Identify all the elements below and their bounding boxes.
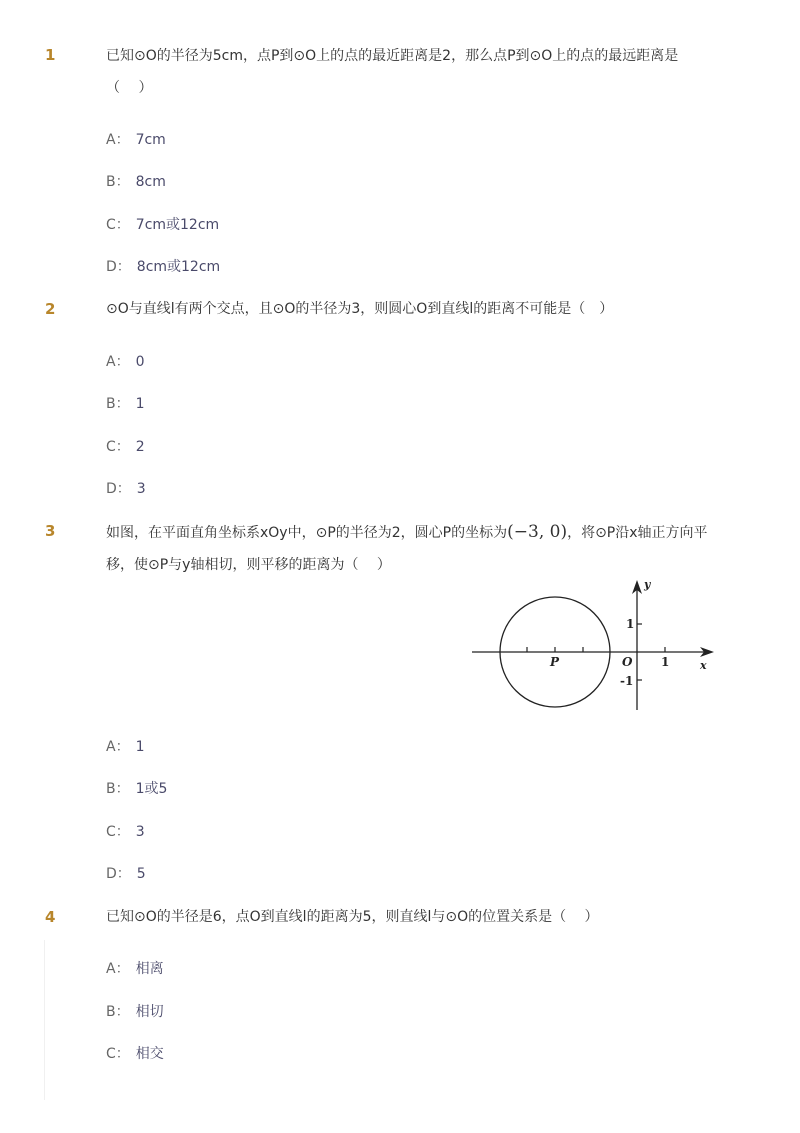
- option-a[interactable]: [106, 352, 145, 372]
- option-d[interactable]: [106, 864, 146, 884]
- option-c[interactable]: [106, 437, 145, 457]
- option-b[interactable]: [106, 1002, 164, 1022]
- option-letter: C：: [106, 217, 130, 233]
- y-axis-label: y: [644, 578, 651, 591]
- option-letter: B：: [106, 396, 130, 412]
- option-c[interactable]: [106, 1044, 164, 1064]
- option-letter: A：: [106, 354, 130, 370]
- option-letter: A：: [106, 739, 130, 755]
- option-value: 8cm或12cm: [136, 259, 221, 275]
- question-text-line: ⊙O与直线l有两个交点，且⊙O的半径为3，则圆心O到直线l的距离不可能是（ ）: [106, 301, 614, 317]
- coordinate-figure: [468, 576, 718, 716]
- option-a[interactable]: [106, 959, 164, 979]
- y-one-label: 1: [626, 617, 635, 631]
- option-d[interactable]: [106, 479, 146, 499]
- question-number: 2: [45, 300, 56, 318]
- question-text-part: ，将⊙P沿x轴正方向平: [567, 525, 708, 541]
- option-letter: B：: [106, 1004, 130, 1020]
- question-number: 1: [45, 46, 56, 64]
- option-value: 7cm或12cm: [135, 217, 220, 233]
- question-number: 3: [45, 522, 56, 540]
- option-letter: C：: [106, 439, 130, 455]
- question-text-line: 已知⊙O的半径为5cm，点P到⊙O上的点的最近距离是2，那么点P到⊙O上的点的最远距离是: [106, 48, 679, 64]
- option-value: 3: [135, 824, 145, 840]
- option-value: 相离: [135, 961, 164, 977]
- question-text-line: 已知⊙O的半径是6，点O到直线l的距离为5，则直线l与⊙O的位置关系是（ ）: [106, 909, 599, 925]
- divider: [44, 940, 45, 1100]
- option-letter: C：: [106, 824, 130, 840]
- x-one-label: 1: [661, 655, 670, 669]
- option-letter: D：: [106, 481, 131, 497]
- option-letter: B：: [106, 781, 130, 797]
- option-letter: B：: [106, 174, 130, 190]
- question-text-line: [106, 516, 726, 549]
- option-letter: D：: [106, 866, 131, 882]
- x-axis-label: x: [700, 659, 707, 672]
- coordinate-math: (−3, 0): [507, 522, 568, 542]
- question-text: [106, 901, 726, 933]
- option-value: 相交: [135, 1046, 164, 1062]
- center-p-label: P: [550, 655, 560, 669]
- option-b[interactable]: [106, 172, 166, 192]
- option-value: 相切: [135, 1004, 164, 1020]
- y-neg-one-label: -1: [620, 674, 634, 688]
- option-letter: A：: [106, 132, 130, 148]
- question-text-part: 如图，在平面直角坐标系xOy中，⊙P的半径为2，圆心P的坐标为: [106, 525, 508, 541]
- option-value: 0: [135, 354, 145, 370]
- option-value: 5: [136, 866, 146, 882]
- option-value: 1: [135, 396, 145, 412]
- question-number: 4: [45, 908, 56, 926]
- question-text: [106, 40, 726, 104]
- option-value: 2: [135, 439, 145, 455]
- option-d[interactable]: [106, 257, 220, 277]
- option-value: 7cm: [135, 132, 166, 148]
- option-value: 1或5: [135, 781, 168, 797]
- origin-label: O: [622, 655, 633, 669]
- question-text: [106, 293, 726, 325]
- question-text: [106, 516, 726, 581]
- option-letter: A：: [106, 961, 130, 977]
- option-b[interactable]: [106, 779, 167, 799]
- option-c[interactable]: [106, 215, 219, 235]
- question-text-line: （ ）: [106, 80, 153, 96]
- option-letter: C：: [106, 1046, 130, 1062]
- option-letter: D：: [106, 259, 131, 275]
- option-value: 8cm: [135, 174, 166, 190]
- option-a[interactable]: [106, 130, 166, 150]
- coordinate-diagram: [468, 576, 718, 716]
- option-value: 3: [136, 481, 146, 497]
- option-b[interactable]: [106, 394, 145, 414]
- option-c[interactable]: [106, 822, 145, 842]
- option-value: 1: [135, 739, 145, 755]
- question-text-line: 移，使⊙P与y轴相切，则平移的距离为（ ）: [106, 557, 391, 573]
- option-a[interactable]: [106, 737, 145, 757]
